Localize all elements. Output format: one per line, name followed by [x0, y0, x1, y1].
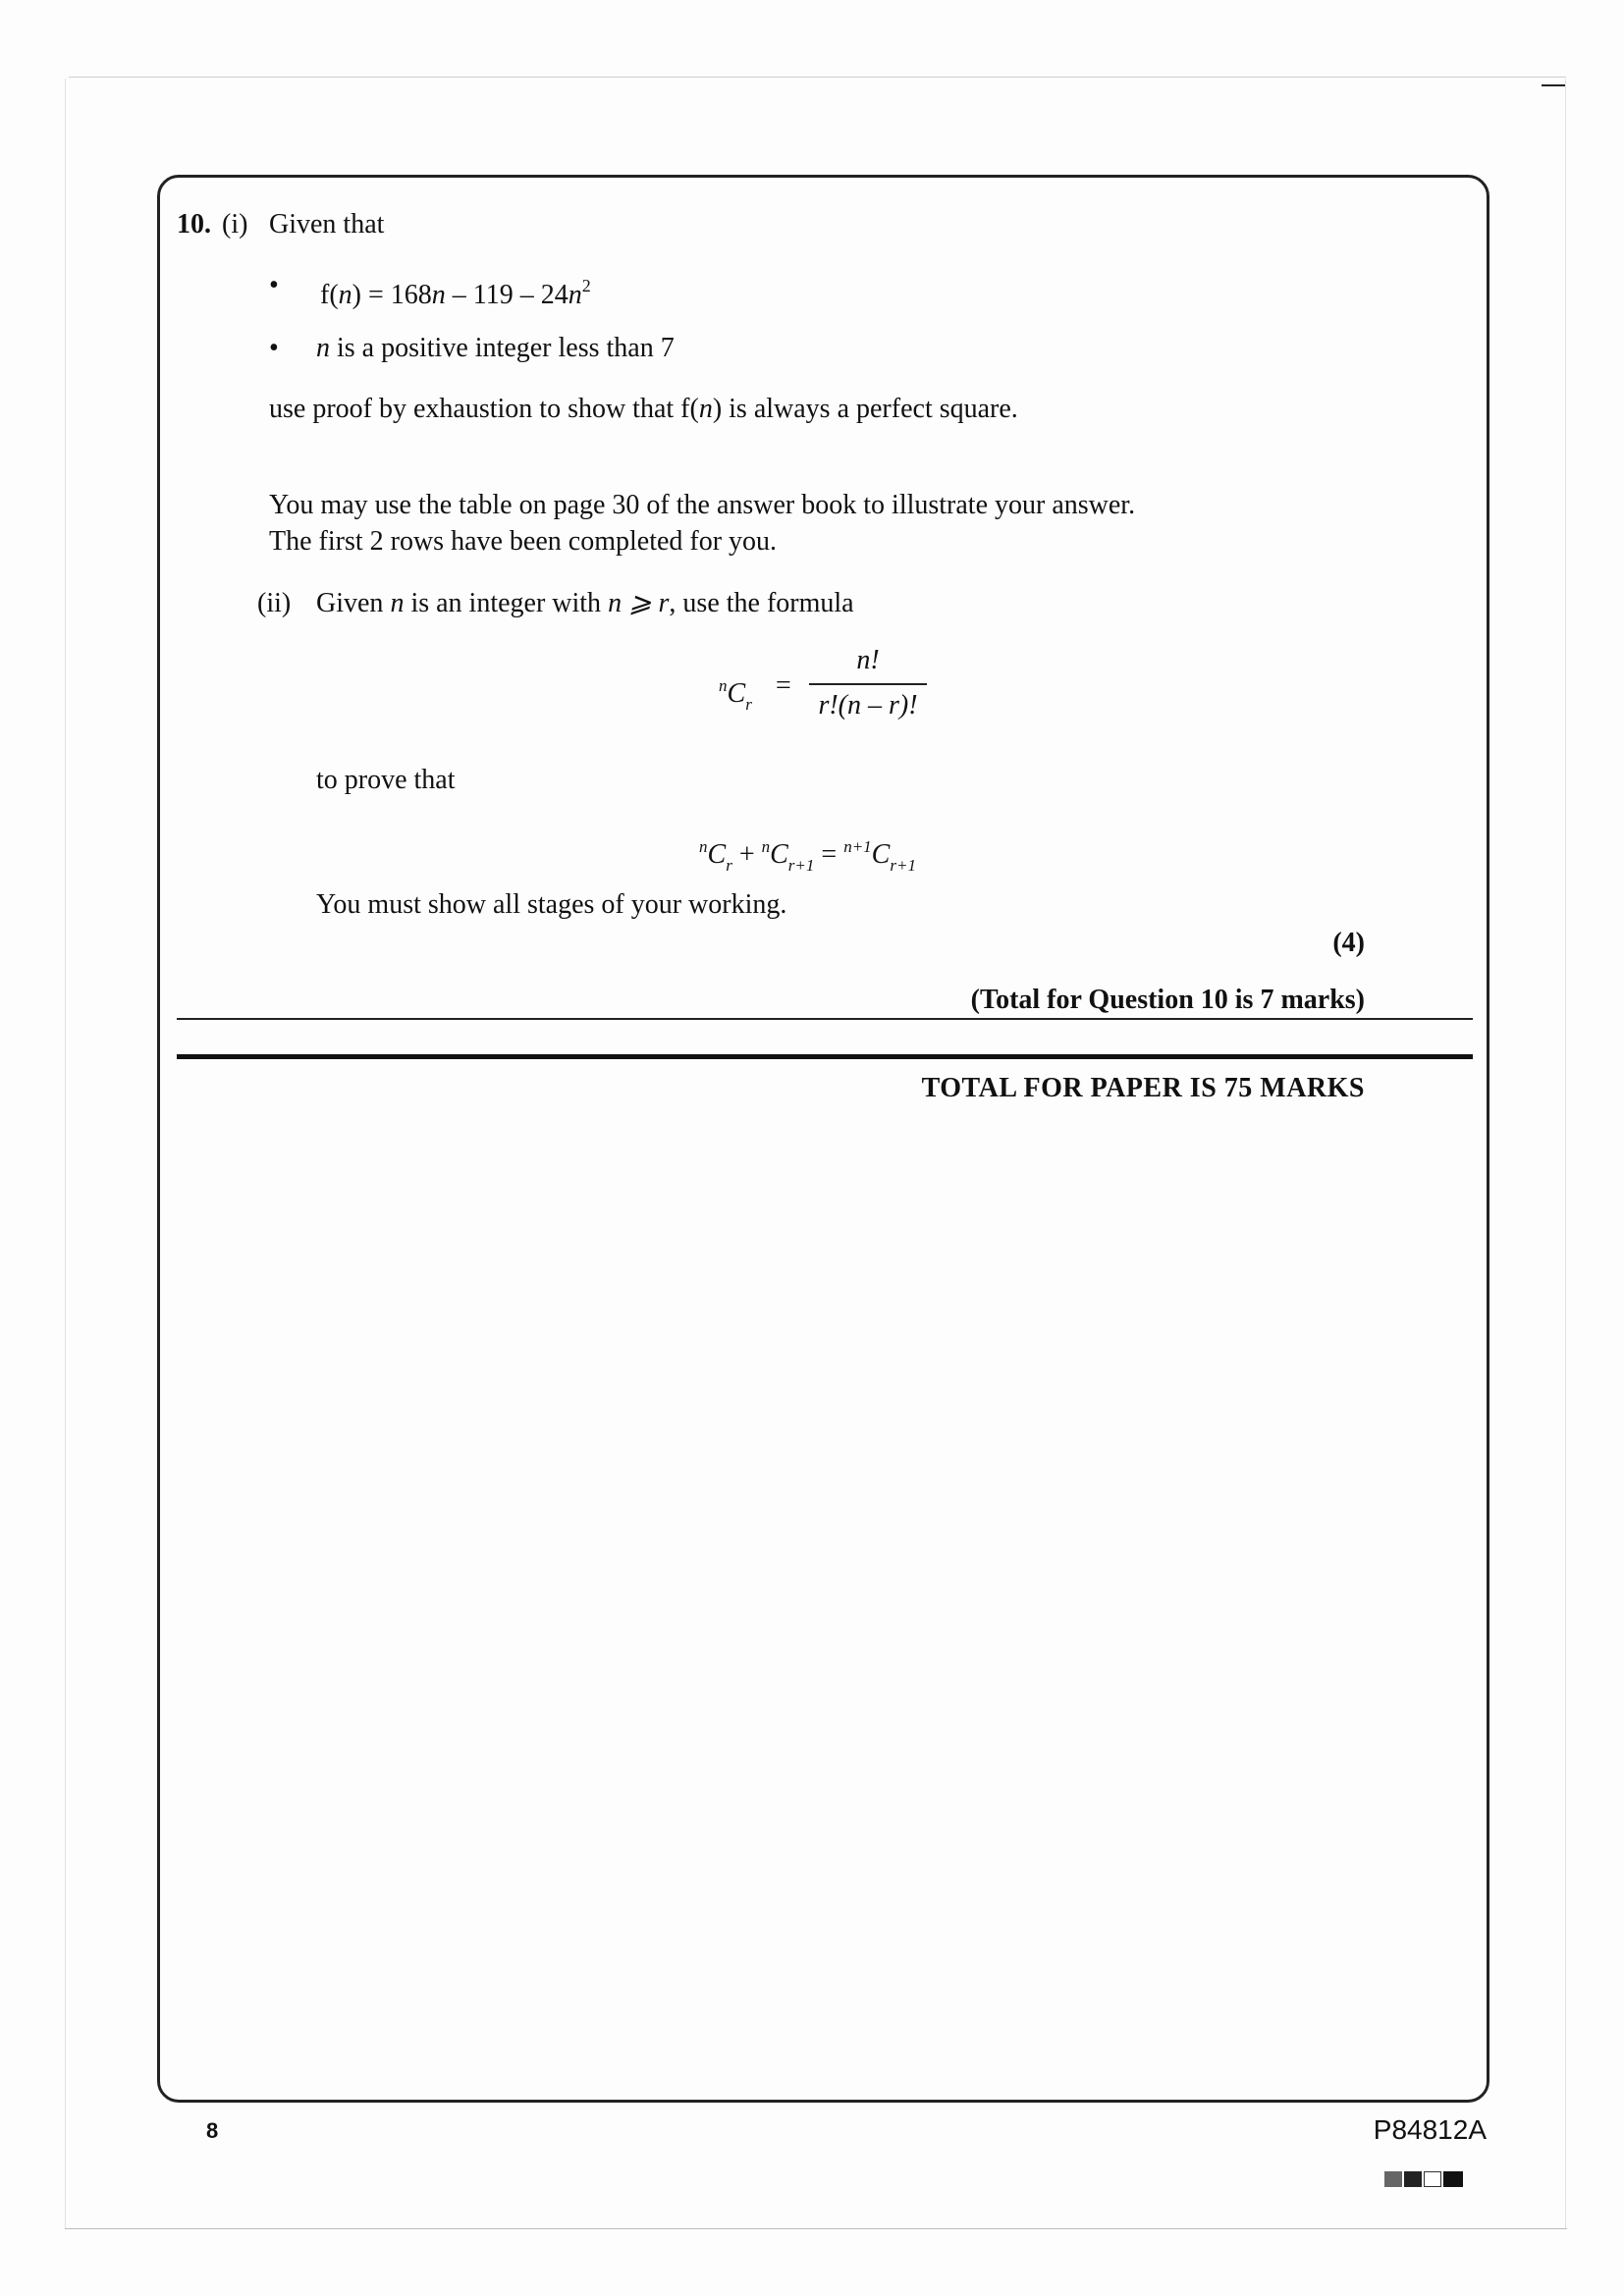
working-instruction: You must show all stages of your working.	[316, 889, 787, 920]
bullet-2-text: n is a positive integer less than 7	[316, 333, 675, 363]
bullet-1-text: $f(n) = 168n - 119 - 24n^2$	[320, 276, 591, 310]
corner-mark	[1542, 84, 1565, 86]
scan-edge-top	[69, 77, 1566, 78]
question-number: 10.	[177, 209, 211, 240]
formula-equals: =	[776, 670, 791, 701]
formula-lhs: $^nC_r$	[719, 676, 752, 714]
part-i-note-line-2: The first 2 rows have been completed for you.	[269, 526, 778, 557]
barcode	[1384, 2171, 1465, 2189]
question-total-rule	[177, 1018, 1473, 1020]
formula-denominator: r!(n – r)!	[818, 690, 918, 721]
formula-numerator: n!	[856, 645, 880, 675]
question-frame	[157, 175, 1489, 2103]
paper-total: TOTAL FOR PAPER IS 75 MARKS	[921, 1073, 1365, 1103]
part-i-label: (i)	[222, 209, 248, 240]
part-i-instruction: use proof by exhaustion to show that f(n) is always a perfect square.	[269, 394, 1018, 424]
part-i-note-line-1: You may use the table on page 30 of the answer book to illustrate your answer.	[269, 490, 1136, 520]
end-of-paper-rule	[177, 1054, 1473, 1059]
scan-edge-left	[65, 79, 66, 2228]
part-i-intro: Given that	[269, 209, 385, 240]
page-number: 8	[206, 2118, 219, 2143]
formula-fraction-line	[809, 683, 927, 685]
identity: $^nC_r + ^nC_{r+1} = ^{n+1}C_{r+1}$	[699, 837, 916, 875]
part-ii-marks: (4)	[1332, 928, 1365, 958]
bullet-1-marker: •	[269, 270, 279, 300]
bullet-2-marker: •	[269, 333, 279, 363]
scan-edge-right	[1565, 79, 1566, 2228]
question-total: (Total for Question 10 is 7 marks)	[970, 985, 1365, 1015]
scan-edge-bottom	[65, 2228, 1567, 2229]
part-ii-label: (ii)	[257, 588, 292, 618]
paper-code: P84812A	[1373, 2114, 1487, 2145]
to-prove-text: to prove that	[316, 765, 456, 795]
part-ii-given: Given n is an integer with n ⩾ r, use the formula	[316, 588, 854, 618]
